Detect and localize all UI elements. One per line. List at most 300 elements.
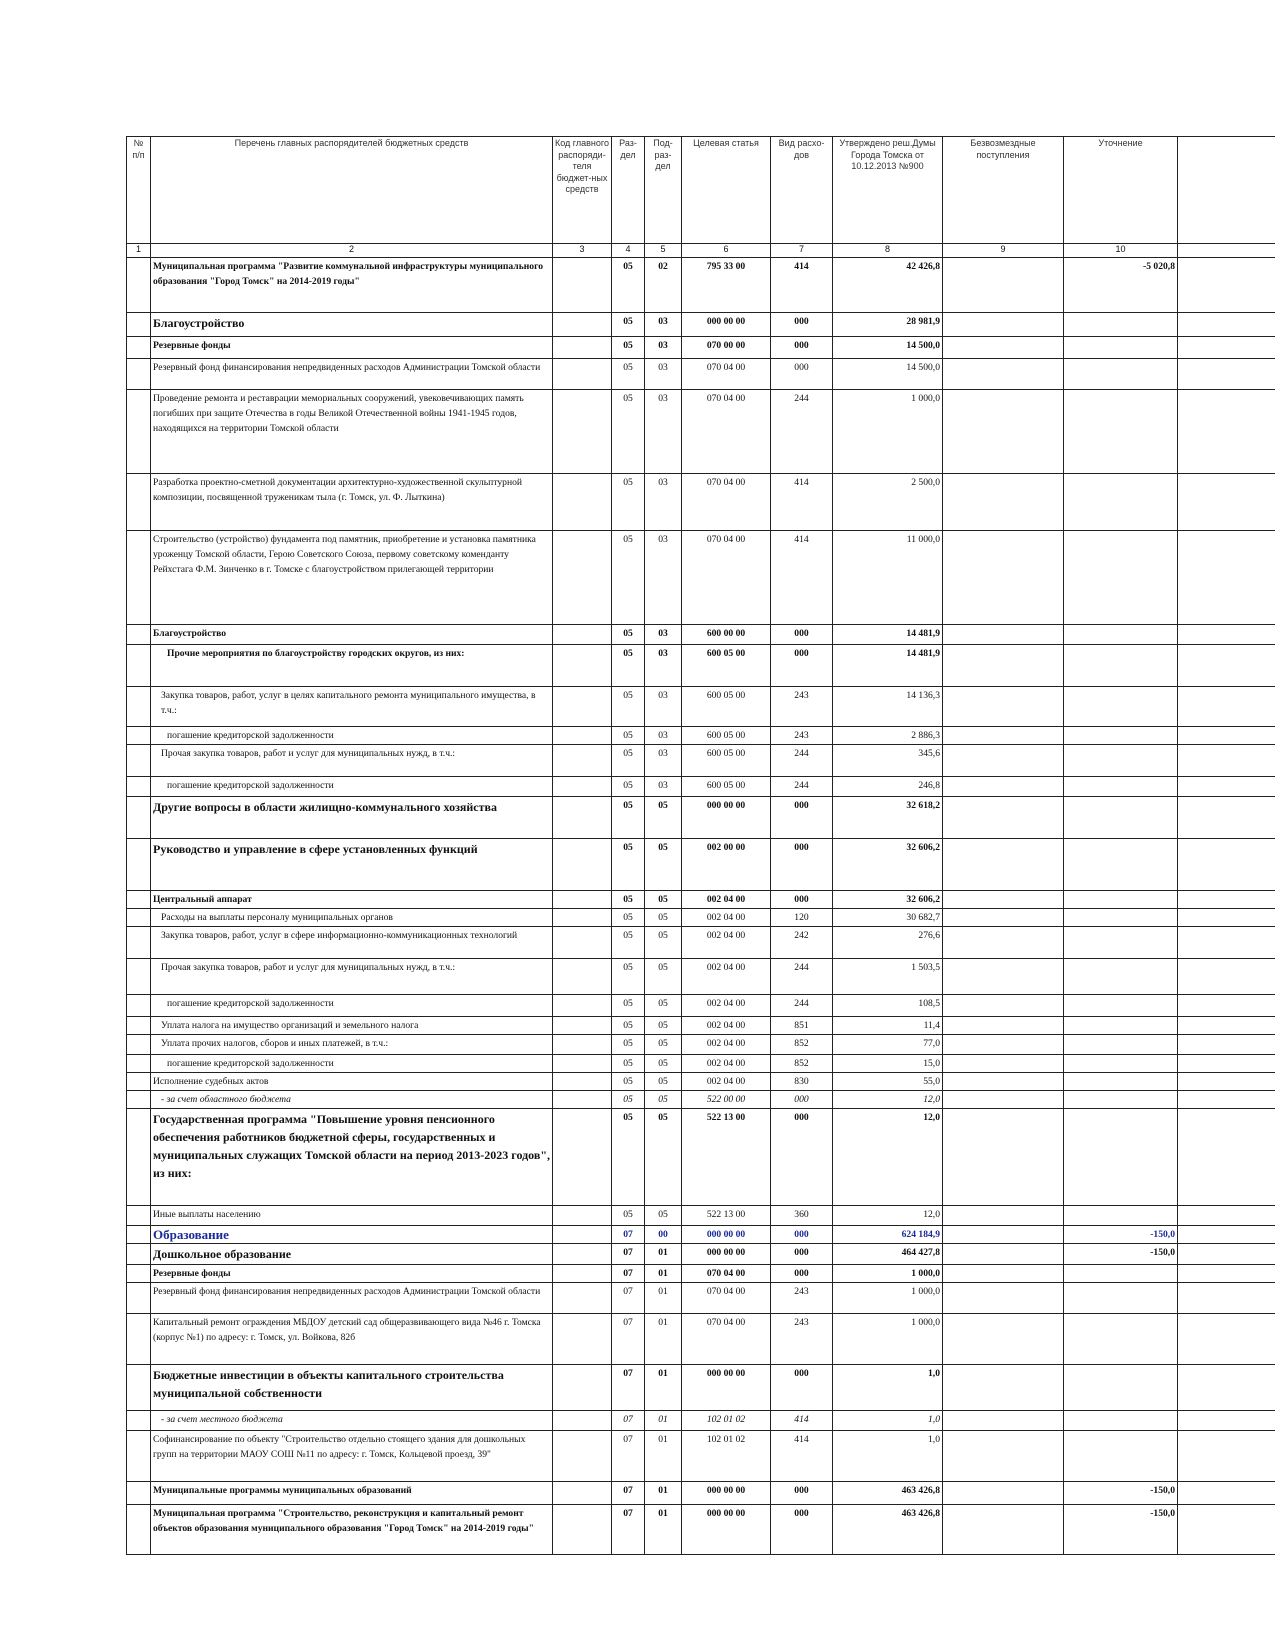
row-razdel: 07 xyxy=(612,1314,645,1365)
row-razdel: 07 xyxy=(612,1226,645,1244)
row-num xyxy=(127,474,151,531)
row-podrazdel: 01 xyxy=(645,1482,682,1505)
row-amount: 1 000,0 xyxy=(833,1314,943,1365)
row-grant xyxy=(943,839,1064,891)
row-grant xyxy=(943,745,1064,777)
row-grant xyxy=(943,1411,1064,1431)
row-grant xyxy=(943,1035,1064,1055)
header-code: Код главного распоряди-теля бюджет-ных средств xyxy=(553,137,612,244)
row-podrazdel: 05 xyxy=(645,909,682,927)
row-name: погашение кредиторской задолженности xyxy=(151,727,553,745)
table-row xyxy=(127,687,1275,727)
row-amount: 1 000,0 xyxy=(833,1283,943,1314)
table-row xyxy=(127,1365,1275,1411)
row-grant xyxy=(943,1073,1064,1091)
table-row xyxy=(127,390,1275,474)
row-num xyxy=(127,258,151,313)
header-num: № п/п xyxy=(127,137,151,244)
row-name: Государственная программа "Повышение уровня пенсионного обеспечения работников бюджетной сферы, государственных и муниципальных служащих Томской области на период 2013-2023 годов", из них: xyxy=(151,1109,553,1206)
row-vid: 000 xyxy=(771,1091,833,1109)
table-row xyxy=(127,313,1275,337)
row-grant xyxy=(943,1314,1064,1365)
row-num xyxy=(127,1091,151,1109)
row-clarification xyxy=(1064,313,1178,337)
row-podrazdel: 03 xyxy=(645,531,682,625)
row-grant xyxy=(943,927,1064,959)
row-vid: 000 xyxy=(771,313,833,337)
colnum: 8 xyxy=(833,244,943,258)
row-statya: 070 00 00 xyxy=(682,337,771,359)
row-amount: 1 000,0 xyxy=(833,1265,943,1283)
row-name: Муниципальная программа "Развитие коммунальной инфраструктуры муниципального образования "Город Томск" на 2014-2019 годы" xyxy=(151,258,553,313)
row-num xyxy=(127,1505,151,1555)
row-code xyxy=(553,1411,612,1431)
row-statya: 002 04 00 xyxy=(682,959,771,995)
row-num xyxy=(127,1314,151,1365)
row-clarification xyxy=(1064,359,1178,390)
row-clarification: -150,0 xyxy=(1064,1244,1178,1265)
row-razdel: 05 xyxy=(612,390,645,474)
table-row xyxy=(127,258,1275,313)
row-name: Закупка товаров, работ, услуг в сфере информационно-коммуникационных технологий xyxy=(151,927,553,959)
row-clarification xyxy=(1064,1283,1178,1314)
row-num xyxy=(127,959,151,995)
row-vid: 244 xyxy=(771,745,833,777)
row-clarification xyxy=(1064,390,1178,474)
row-vid: 000 xyxy=(771,891,833,909)
row-clarification xyxy=(1064,777,1178,797)
row-empty xyxy=(1178,995,1275,1017)
row-amount: 11 000,0 xyxy=(833,531,943,625)
row-empty xyxy=(1178,1314,1275,1365)
row-clarification xyxy=(1064,645,1178,687)
row-clarification xyxy=(1064,1265,1178,1283)
table-row xyxy=(127,745,1275,777)
row-amount: 463 426,8 xyxy=(833,1482,943,1505)
row-code xyxy=(553,687,612,727)
row-podrazdel: 01 xyxy=(645,1283,682,1314)
row-amount: 463 426,8 xyxy=(833,1505,943,1555)
row-statya: 070 04 00 xyxy=(682,1283,771,1314)
row-grant xyxy=(943,359,1064,390)
row-code xyxy=(553,1206,612,1226)
table-row xyxy=(127,1109,1275,1206)
row-podrazdel: 05 xyxy=(645,1206,682,1226)
row-statya: 002 04 00 xyxy=(682,927,771,959)
row-num xyxy=(127,1055,151,1073)
row-num xyxy=(127,909,151,927)
row-num xyxy=(127,359,151,390)
row-clarification xyxy=(1064,1073,1178,1091)
row-code xyxy=(553,1265,612,1283)
row-empty xyxy=(1178,258,1275,313)
row-code xyxy=(553,1109,612,1206)
table-row xyxy=(127,1431,1275,1482)
row-statya: 002 04 00 xyxy=(682,1073,771,1091)
row-code xyxy=(553,1091,612,1109)
row-amount: 108,5 xyxy=(833,995,943,1017)
row-empty xyxy=(1178,745,1275,777)
row-empty xyxy=(1178,1365,1275,1411)
row-statya: 002 04 00 xyxy=(682,1055,771,1073)
table-row xyxy=(127,839,1275,891)
row-amount: 15,0 xyxy=(833,1055,943,1073)
row-clarification xyxy=(1064,337,1178,359)
row-vid: 000 xyxy=(771,1226,833,1244)
row-razdel: 05 xyxy=(612,337,645,359)
row-grant xyxy=(943,1283,1064,1314)
table-row xyxy=(127,995,1275,1017)
colnum: 2 xyxy=(151,244,553,258)
colnum: 5 xyxy=(645,244,682,258)
row-statya: 522 13 00 xyxy=(682,1109,771,1206)
row-name: Прочая закупка товаров, работ и услуг для муниципальных нужд, в т.ч.: xyxy=(151,745,553,777)
row-name: Образование xyxy=(151,1226,553,1244)
row-clarification xyxy=(1064,891,1178,909)
table-row xyxy=(127,1226,1275,1244)
row-grant xyxy=(943,909,1064,927)
row-name: Уплата налога на имущество организаций и земельного налога xyxy=(151,1017,553,1035)
row-razdel: 05 xyxy=(612,359,645,390)
row-razdel: 07 xyxy=(612,1411,645,1431)
colnum: 4 xyxy=(612,244,645,258)
row-amount: 14 500,0 xyxy=(833,337,943,359)
row-empty xyxy=(1178,1482,1275,1505)
row-amount: 14 481,9 xyxy=(833,645,943,687)
table-row xyxy=(127,337,1275,359)
row-code xyxy=(553,1283,612,1314)
row-code xyxy=(553,1017,612,1035)
row-amount: 276,6 xyxy=(833,927,943,959)
row-amount: 12,0 xyxy=(833,1206,943,1226)
row-code xyxy=(553,1314,612,1365)
row-clarification xyxy=(1064,797,1178,839)
colnum: 9 xyxy=(943,244,1064,258)
row-amount: 28 981,9 xyxy=(833,313,943,337)
row-name: Резервный фонд финансирования непредвиденных расходов Администрации Томской области xyxy=(151,359,553,390)
row-amount: 1,0 xyxy=(833,1365,943,1411)
row-code xyxy=(553,337,612,359)
row-name: Благоустройство xyxy=(151,313,553,337)
row-name: Иные выплаты населению xyxy=(151,1206,553,1226)
row-empty xyxy=(1178,1055,1275,1073)
row-clarification: -150,0 xyxy=(1064,1482,1178,1505)
row-name: погашение кредиторской задолженности xyxy=(151,1055,553,1073)
row-clarification xyxy=(1064,1091,1178,1109)
row-code xyxy=(553,959,612,995)
row-grant xyxy=(943,313,1064,337)
row-razdel: 05 xyxy=(612,531,645,625)
table-row xyxy=(127,1091,1275,1109)
row-name: Резервный фонд финансирования непредвиденных расходов Администрации Томской области xyxy=(151,1283,553,1314)
row-amount: 2 500,0 xyxy=(833,474,943,531)
row-clarification xyxy=(1064,1035,1178,1055)
row-name: Благоустройство xyxy=(151,625,553,645)
row-podrazdel: 02 xyxy=(645,258,682,313)
row-vid: 851 xyxy=(771,1017,833,1035)
row-statya: 000 00 00 xyxy=(682,797,771,839)
row-podrazdel: 01 xyxy=(645,1314,682,1365)
row-clarification xyxy=(1064,1365,1178,1411)
row-statya: 070 04 00 xyxy=(682,1265,771,1283)
row-razdel: 05 xyxy=(612,645,645,687)
row-amount: 11,4 xyxy=(833,1017,943,1035)
row-statya: 002 04 00 xyxy=(682,909,771,927)
row-statya: 600 05 00 xyxy=(682,777,771,797)
row-amount: 14 481,9 xyxy=(833,625,943,645)
row-num xyxy=(127,1206,151,1226)
row-grant xyxy=(943,474,1064,531)
row-vid: 244 xyxy=(771,995,833,1017)
row-podrazdel: 01 xyxy=(645,1411,682,1431)
row-name: Муниципальные программы муниципальных образований xyxy=(151,1482,553,1505)
colnum: 3 xyxy=(553,244,612,258)
row-empty xyxy=(1178,1206,1275,1226)
row-clarification xyxy=(1064,959,1178,995)
row-podrazdel: 05 xyxy=(645,1091,682,1109)
row-amount: 464 427,8 xyxy=(833,1244,943,1265)
row-name: Муниципальная программа "Строительство, реконструкция и капитальный ремонт объектов образования муниципального образования "Город Томск" на 2014-2019 годы" xyxy=(151,1505,553,1555)
row-code xyxy=(553,727,612,745)
row-statya: 000 00 00 xyxy=(682,1226,771,1244)
row-code xyxy=(553,1226,612,1244)
row-code xyxy=(553,390,612,474)
row-grant xyxy=(943,645,1064,687)
row-grant xyxy=(943,1265,1064,1283)
row-podrazdel: 01 xyxy=(645,1244,682,1265)
row-vid: 243 xyxy=(771,1283,833,1314)
row-vid: 000 xyxy=(771,359,833,390)
row-podrazdel: 03 xyxy=(645,645,682,687)
row-amount: 1,0 xyxy=(833,1431,943,1482)
row-razdel: 05 xyxy=(612,1055,645,1073)
row-num xyxy=(127,1283,151,1314)
row-grant xyxy=(943,1365,1064,1411)
row-vid: 243 xyxy=(771,1314,833,1365)
row-clarification xyxy=(1064,727,1178,745)
row-statya: 000 00 00 xyxy=(682,1505,771,1555)
row-razdel: 05 xyxy=(612,1109,645,1206)
row-podrazdel: 01 xyxy=(645,1365,682,1411)
row-num xyxy=(127,1244,151,1265)
row-code xyxy=(553,1482,612,1505)
row-razdel: 05 xyxy=(612,891,645,909)
row-name: - за счет местного бюджета xyxy=(151,1411,553,1431)
row-podrazdel: 03 xyxy=(645,687,682,727)
row-name: Проведение ремонта и реставрации мемориальных сооружений, увековечивающих память погибших при защите Отечества в годы Великой Отечественной войны 1941-1945 годов, находящихся на территории Томской области xyxy=(151,390,553,474)
header-clarification: Уточнение xyxy=(1064,137,1178,244)
row-code xyxy=(553,1244,612,1265)
row-podrazdel: 03 xyxy=(645,337,682,359)
row-code xyxy=(553,1073,612,1091)
row-num xyxy=(127,1411,151,1431)
table-row xyxy=(127,645,1275,687)
row-code xyxy=(553,839,612,891)
row-num xyxy=(127,1226,151,1244)
row-num xyxy=(127,727,151,745)
row-vid: 000 xyxy=(771,839,833,891)
row-name: Центральный аппарат xyxy=(151,891,553,909)
row-podrazdel: 05 xyxy=(645,959,682,995)
row-code xyxy=(553,313,612,337)
row-vid: 414 xyxy=(771,531,833,625)
row-clarification: -5 020,8 xyxy=(1064,258,1178,313)
row-grant xyxy=(943,1055,1064,1073)
row-name: Прочие мероприятия по благоустройству городских округов, из них: xyxy=(151,645,553,687)
row-podrazdel: 05 xyxy=(645,1073,682,1091)
row-name: Руководство и управление в сфере установленных функций xyxy=(151,839,553,891)
row-grant xyxy=(943,625,1064,645)
header-name: Перечень главных распорядителей бюджетных средств xyxy=(151,137,553,244)
row-razdel: 05 xyxy=(612,1206,645,1226)
row-num xyxy=(127,777,151,797)
row-name: Дошкольное образование xyxy=(151,1244,553,1265)
header-razdel: Раз-дел xyxy=(612,137,645,244)
row-statya: 000 00 00 xyxy=(682,313,771,337)
row-statya: 600 05 00 xyxy=(682,645,771,687)
table-row xyxy=(127,909,1275,927)
row-amount: 345,6 xyxy=(833,745,943,777)
row-grant xyxy=(943,995,1064,1017)
row-clarification: -150,0 xyxy=(1064,1226,1178,1244)
row-statya: 600 05 00 xyxy=(682,745,771,777)
header-approved: Утверждено реш.Думы Города Томска от 10.12.2013 №900 xyxy=(833,137,943,244)
row-amount: 1 000,0 xyxy=(833,390,943,474)
row-num xyxy=(127,645,151,687)
table-row xyxy=(127,1206,1275,1226)
row-statya: 102 01 02 xyxy=(682,1411,771,1431)
row-grant xyxy=(943,1206,1064,1226)
table-row xyxy=(127,474,1275,531)
table-row xyxy=(127,625,1275,645)
row-clarification xyxy=(1064,531,1178,625)
row-razdel: 05 xyxy=(612,995,645,1017)
row-num xyxy=(127,995,151,1017)
row-podrazdel: 03 xyxy=(645,390,682,474)
row-vid: 000 xyxy=(771,337,833,359)
row-razdel: 05 xyxy=(612,1035,645,1055)
row-empty xyxy=(1178,645,1275,687)
row-name: Расходы на выплаты персоналу муниципальных органов xyxy=(151,909,553,927)
row-vid: 000 xyxy=(771,797,833,839)
row-vid: 243 xyxy=(771,727,833,745)
row-empty xyxy=(1178,1265,1275,1283)
row-clarification xyxy=(1064,909,1178,927)
row-statya: 070 04 00 xyxy=(682,359,771,390)
row-amount: 55,0 xyxy=(833,1073,943,1091)
row-amount: 30 682,7 xyxy=(833,909,943,927)
row-empty xyxy=(1178,1091,1275,1109)
row-num xyxy=(127,390,151,474)
row-name: погашение кредиторской задолженности xyxy=(151,777,553,797)
row-grant xyxy=(943,797,1064,839)
colnum: 10 xyxy=(1064,244,1178,258)
row-code xyxy=(553,797,612,839)
row-num xyxy=(127,839,151,891)
header-row xyxy=(127,137,1275,244)
row-statya: 070 04 00 xyxy=(682,390,771,474)
row-empty xyxy=(1178,390,1275,474)
row-code xyxy=(553,891,612,909)
row-name: Бюджетные инвестиции в объекты капитального строительства муниципальной собственности xyxy=(151,1365,553,1411)
row-num xyxy=(127,1017,151,1035)
table-row xyxy=(127,1073,1275,1091)
row-statya: 000 00 00 xyxy=(682,1482,771,1505)
row-vid: 360 xyxy=(771,1206,833,1226)
row-vid: 000 xyxy=(771,1109,833,1206)
row-vid: 414 xyxy=(771,1431,833,1482)
row-podrazdel: 05 xyxy=(645,839,682,891)
row-vid: 244 xyxy=(771,777,833,797)
row-razdel: 05 xyxy=(612,777,645,797)
row-code xyxy=(553,645,612,687)
row-grant xyxy=(943,777,1064,797)
table-row xyxy=(127,1244,1275,1265)
row-podrazdel: 03 xyxy=(645,625,682,645)
row-name: Прочая закупка товаров, работ и услуг для муниципальных нужд, в т.ч.: xyxy=(151,959,553,995)
row-grant xyxy=(943,727,1064,745)
row-vid: 000 xyxy=(771,1482,833,1505)
row-amount: 624 184,9 xyxy=(833,1226,943,1244)
row-statya: 000 00 00 xyxy=(682,1244,771,1265)
row-razdel: 05 xyxy=(612,687,645,727)
row-empty xyxy=(1178,1505,1275,1555)
row-amount: 12,0 xyxy=(833,1109,943,1206)
row-grant xyxy=(943,959,1064,995)
row-razdel: 07 xyxy=(612,1265,645,1283)
row-name: Резервные фонды xyxy=(151,337,553,359)
row-razdel: 05 xyxy=(612,909,645,927)
row-empty xyxy=(1178,313,1275,337)
row-clarification xyxy=(1064,995,1178,1017)
row-grant xyxy=(943,1431,1064,1482)
row-podrazdel: 03 xyxy=(645,359,682,390)
row-num xyxy=(127,1035,151,1055)
row-statya: 522 13 00 xyxy=(682,1206,771,1226)
row-empty xyxy=(1178,927,1275,959)
row-name: погашение кредиторской задолженности xyxy=(151,995,553,1017)
row-statya: 002 00 00 xyxy=(682,839,771,891)
row-code xyxy=(553,1055,612,1073)
header-podrazdel: Под-раз-дел xyxy=(645,137,682,244)
table-row xyxy=(127,959,1275,995)
row-vid: 414 xyxy=(771,474,833,531)
row-razdel: 07 xyxy=(612,1244,645,1265)
row-code xyxy=(553,1035,612,1055)
row-num xyxy=(127,1431,151,1482)
row-amount: 1 503,5 xyxy=(833,959,943,995)
row-vid: 414 xyxy=(771,1411,833,1431)
row-empty xyxy=(1178,1431,1275,1482)
colnum: 7 xyxy=(771,244,833,258)
row-vid: 244 xyxy=(771,959,833,995)
row-amount: 42 426,8 xyxy=(833,258,943,313)
row-empty xyxy=(1178,359,1275,390)
row-amount: 246,8 xyxy=(833,777,943,797)
row-razdel: 05 xyxy=(612,839,645,891)
row-code xyxy=(553,474,612,531)
header-vid: Вид расхо-дов xyxy=(771,137,833,244)
table-row xyxy=(127,727,1275,745)
row-clarification xyxy=(1064,474,1178,531)
table-row xyxy=(127,777,1275,797)
row-num xyxy=(127,1265,151,1283)
row-clarification xyxy=(1064,1431,1178,1482)
row-vid: 000 xyxy=(771,625,833,645)
row-num xyxy=(127,1109,151,1206)
row-empty xyxy=(1178,1411,1275,1431)
row-statya: 070 04 00 xyxy=(682,474,771,531)
